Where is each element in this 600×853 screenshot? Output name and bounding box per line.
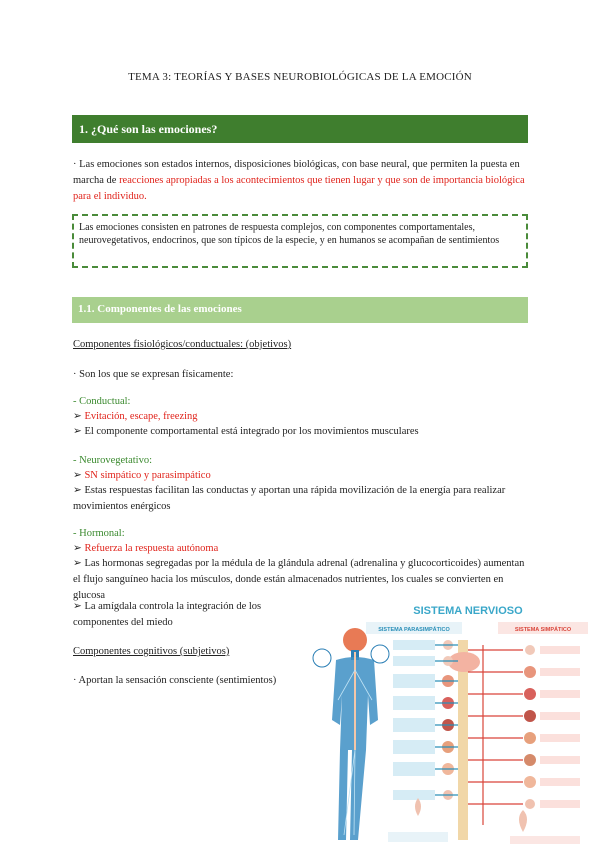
bullet-arrow: ➢ — [73, 411, 82, 422]
physio-intro: · Son los que se expresan físicamente: — [73, 369, 234, 380]
simp-organs — [519, 645, 580, 832]
nervous-system-illustration — [298, 600, 598, 848]
neuro-bullet-1-text: SN simpático y parasimpático — [84, 470, 211, 481]
simp-header: SISTEMA SIMPÁTICO — [514, 627, 572, 633]
definition-text: Las emociones consisten en patrones de respuesta complejos, con componentes comportamentales, neurovegetativos, endocrinos, que son típicos de la especie, y en humanos se acompañan de sentimientos — [79, 222, 500, 246]
hormonal-bullet-3-line2: componentes del miedo — [73, 617, 173, 628]
intro-paragraph — [73, 157, 529, 205]
simp-footer — [510, 836, 580, 844]
conductual-bullet-1 — [73, 409, 529, 425]
hormonal-bullet-3 — [73, 599, 293, 631]
conductual-bullet-2-text: El componente comportamental está integrado por los movimientos musculares — [84, 426, 419, 437]
cognitive-text: · Aportan la sensación consciente (sentimientos) — [73, 675, 277, 686]
conductual-label: - Conductual: — [73, 396, 131, 407]
intro-highlight: reacciones apropiadas a los acontecimientos que tienen lugar y que son de importancia biológica para el individuo. — [73, 175, 525, 202]
conductual-bullet-2 — [73, 424, 529, 440]
hormonal-bullet-3-line1: La amígdala controla la integración de los — [84, 601, 262, 612]
hormonal-label: - Hormonal: — [73, 528, 125, 539]
hormonal-bullet-1-text: Refuerza la respuesta autónoma — [84, 543, 219, 554]
spinal-column — [448, 640, 480, 840]
hormonal-bullet-1 — [73, 541, 529, 557]
bullet-arrow: ➢ — [73, 470, 82, 481]
pns-badge-icon — [371, 645, 389, 663]
para-footer — [388, 832, 448, 842]
nervous-system-diagram — [298, 600, 598, 848]
intro-text: · Las emociones son estados internos, disposiciones biológicas, con base neural, que permiten la puesta en marcha de — [73, 159, 520, 186]
bullet-arrow: ➢ — [73, 543, 82, 554]
physio-title: Componentes fisiológicos/conductuales: (objetivos) — [73, 339, 292, 350]
section-heading-emotions: 1. ¿Qué son las emociones? — [72, 115, 528, 143]
page-title: TEMA 3: TEORÍAS Y BASES NEUROBIOLÓGICAS DE LA EMOCIÓN — [128, 71, 472, 83]
hormonal-bullet-2-text: Las hormonas segregadas por la médula de la glándula adrenal (adrenalina y glucocorticoides) aumentan el flujo sanguíneo hacia los músculos, donde están almacenados nutrientes, los cuales se convierten en glucosa — [73, 558, 525, 601]
section-heading-components: 1.1. Componentes de las emociones — [72, 297, 528, 323]
bullet-arrow: ➢ — [73, 558, 82, 569]
para-organs — [393, 640, 454, 816]
neuro-bullet-1 — [73, 468, 529, 484]
neuro-label: - Neurovegetativo: — [73, 455, 153, 466]
human-body — [313, 628, 389, 840]
cns-badge-icon — [313, 649, 331, 667]
reproductive-icon — [415, 798, 421, 816]
bullet-arrow: ➢ — [73, 601, 82, 612]
para-header: SISTEMA PARASIMPÁTICO — [378, 627, 450, 633]
neuro-bullet-2 — [73, 483, 529, 515]
definition-box — [72, 214, 528, 268]
conductual-bullet-1-text: Evitación, escape, freezing — [84, 411, 198, 422]
bullet-arrow: ➢ — [73, 426, 82, 437]
bullet-arrow: ➢ — [73, 485, 82, 496]
diagram-title: SISTEMA NERVIOSO — [413, 605, 523, 617]
neuro-bullet-2-text: Estas respuestas facilitan las conductas y aportan una rápida movilización de la energía para realizar movimientos enérgicos — [73, 485, 506, 512]
simp-pathways — [468, 645, 523, 825]
cognitive-title: Componentes cognitivos (subjetivos) — [73, 646, 230, 657]
brain-icon — [343, 628, 367, 652]
hormonal-bullet-2 — [73, 556, 529, 604]
